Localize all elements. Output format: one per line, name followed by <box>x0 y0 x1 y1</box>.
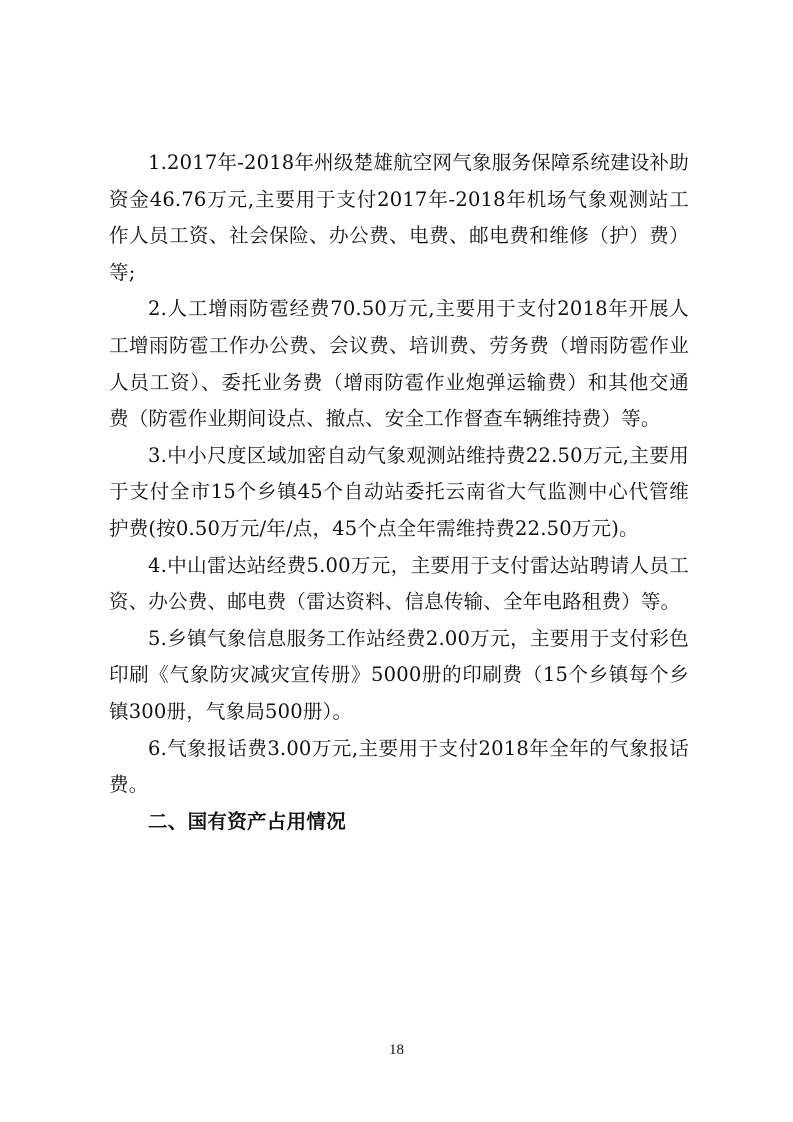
paragraph-item-2: 2.人工增雨防雹经费70.50万元,主要用于支付2018年开展人工增雨防雹工作办公费、会议费、培训费、劳务费（增雨防雹作业人员工资）、委托业务费（增雨防雹作业炮弹运输费）和其他交通费（防雹作业期间设点、撤点、安全工作督查车辆维持费）等。 <box>109 297 689 431</box>
paragraph-item-6: 6.气象报话费3.00万元,主要用于支付2018年全年的气象报话费。 <box>109 736 689 797</box>
body-text <box>109 145 689 840</box>
page-number: 18 <box>389 1042 404 1058</box>
paragraph-item-1: 1.2017年-2018年州级楚雄航空网气象服务保障系统建设补助资金46.76万元,主要用于支付2017年-2018年机场气象观测站工作人员工资、社会保险、办公费、电费、邮电费和维修（护）费）等; <box>109 151 689 284</box>
section-heading: 二、国有资产占用情况 <box>148 809 347 833</box>
paragraph-item-4: 4.中山雷达站经费5.00万元，主要用于支付雷达站聘请人员工资、办公费、邮电费（雷达资料、信息传输、全年电路租费）等。 <box>109 553 689 614</box>
paragraph-item-3: 3.中小尺度区域加密自动气象观测站维持费22.50万元,主要用于支付全市15个乡镇45个自动站委托云南省大气监测中心代管维护费(按0.50万元/年/点，45个点全年需维持费22.50万元)。 <box>109 443 689 540</box>
paragraph-item-5: 5.乡镇气象信息服务工作站经费2.00万元，主要用于支付彩色印刷《气象防灾减灾宣传册》5000册的印刷费（15个乡镇每个乡镇300册，气象局500册）。 <box>109 626 689 723</box>
